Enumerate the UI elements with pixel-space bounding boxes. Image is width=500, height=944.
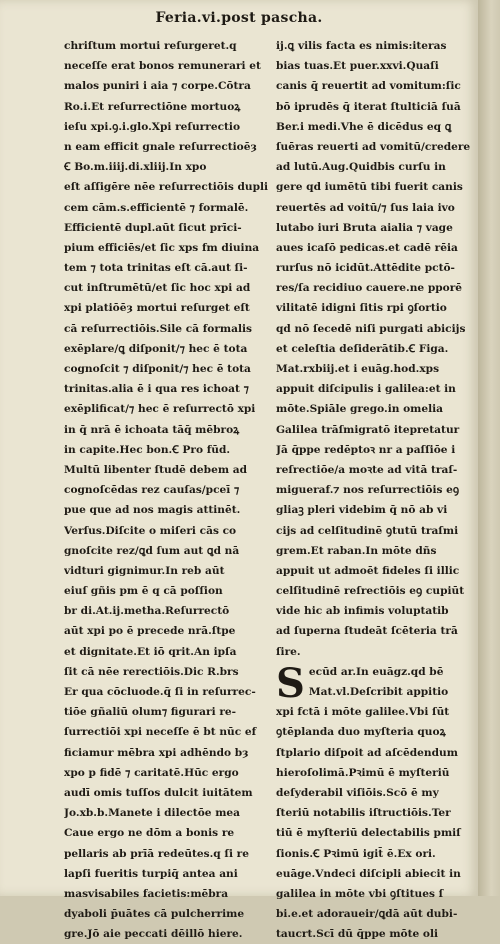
text-line: ſteriū notabilis iſtructiōis.Ter [276,807,451,820]
text-line: Caue ergo ne dōm a bonis re [64,827,235,840]
text-line: tiū ē myſteriū delectabilis pmiſ [276,827,461,840]
drop-cap-initial: S [276,659,305,707]
text-line: Galilea trāſmigratō itepretatur [276,423,460,436]
text-line: vilitatē idigni ſitis rpi ꝯſortio [276,302,447,315]
text-line: cā reſurrectiōis.Sile cā formalis [64,322,253,335]
text-line: trinitas.alia ē i qua res ichoat ⁊ [64,383,249,396]
text-line: canis q̄ reuertit ad vomitum:ſic [276,80,461,93]
text-line: lutabo iuri Bruta aialia ⁊ vage [276,221,453,234]
right-text-column [276,36,482,944]
text-line: audī omis tuſſos dulcit iuitātem [64,786,253,799]
text-line: ad lutū.Aug.Quidbis curſu in [276,161,446,174]
text-line: deſyderabil viſiōis.Scō ē my [276,786,439,799]
text-line: gnoſcite rez/ꝗd ſum aut ꝗd nā [64,544,240,557]
text-line: taucrt.Scī dū q̄ppe mōte oli [276,928,439,941]
text-line: ſurrectiōi xpi neceſſe ē bt nūc ef [64,726,257,739]
text-line: ieſu xpi.ꝯ.i.glo.Xpi reſurrectio [64,120,241,133]
page-edge [478,0,500,896]
text-line: masvisabiles facietis:mēbra [64,887,229,900]
text-line: bō iprudēs q̄ iterat ſtulticiā ſuā [276,100,461,113]
text-line: ficiamur mēbra xpi adhēndo bȝ [64,746,249,759]
text-line: ſit cā nēe rerectiōis.Dic R.brs [64,665,239,678]
text-line: Er qua cōcluode.q̄ ſi in reſurrec- [64,686,256,698]
text-line: Verſus.Diſcite o miſeri cās co [64,524,237,537]
text-line: galilea in mōte vbi ꝯſtitues ſ [276,887,444,900]
text-line: cijs ad celſitudinē ꝯtutū traſmi [276,524,459,537]
text-line: chriſtum mortui reſurgeret.q [64,40,237,52]
text-line: neceſſe erat bonos remunerari et [64,60,261,73]
text-line: rurſus nō icidūt.Attēdite pctō- [276,262,455,275]
text-line: in capite.Hec bon.Ꞓ Pro fūd. [64,443,231,456]
text-line: pellaris ab prīā redeūtes.q ſi re [64,847,249,860]
text-line: reuertēs ad voitū/⁊ ſus laia ivo [276,201,455,214]
text-line: bias tuas.Et puer.xxvi.Quaſi [276,60,439,73]
running-header: Feria.vi.post pascha. [155,10,323,26]
text-line: Ber.i medi.Vhe ē dicēdus eq ꝗ [276,120,452,133]
text-line: appuit diſcipulis i galilea:et in [276,383,456,396]
text-line: ꝯtēplanda duo myſteria quoꝝ [276,726,446,739]
text-line: cognoſcit ⁊ diſponit/⁊ hec ē tota [64,363,251,375]
text-line: Multū libenter ſtudē debem ad [64,463,247,476]
text-line: mōte.Spiāle grego.in omelia [276,403,444,416]
text-line: euāge.Vndeci diſcipli abiecit in [276,867,461,880]
text-line: reſrectiōe/a moꝛte ad vitā traſ- [276,463,458,476]
text-line: cognoſcēdas rez cauſas/pceī ⁊ [64,484,240,497]
text-line: res/ſa recidiuo cauere.ne pporē [276,282,463,295]
text-line: ſire. [276,645,301,658]
text-line: ij.ꝗ vilis facta es nimis:iteras [276,40,447,52]
text-line: tem ⁊ tota trinitas eſt cā.aut ſi- [64,262,248,275]
text-line: Jā q̄ppe redēptoꝛ nr a paſſiōe i [276,443,456,456]
text-line: gre.Jō aie peccati dēillō hiere. [64,928,243,941]
text-line: migueraf.⁊ nos reſurrectiōis eꝯ [276,484,460,497]
text-line: vide hic ab infimis voluptatib [276,605,449,618]
text-line: hieroſolimā.Pꝛimū ē myſteriū [276,766,450,779]
text-line: ſtplario diſpoit ad aſcēdendum [276,746,458,759]
text-line: xpo p fidē ⁊ caritatē.Hūc ergo [64,766,239,779]
text-line: Efficientē dupl.aūt ſicut prīci- [64,221,242,234]
text-line: Jo.xb.b.Manete i dilectōe mea [64,807,241,820]
text-line: eiuſ gñis pm ē q cā poſſion [64,585,223,598]
text-line: dyaboli p̄uātes cā pulcherrime [64,908,245,921]
text-line: cem cām.s.efficientē ⁊ formalē. [64,201,249,214]
text-line: eſt aſſigēre nēe reſurrectiōis dupli [64,181,269,194]
text-line: n eam efficit gnale reſurrectioēȝ [64,140,257,153]
text-line: bi.e.et adoraueir/ꝗdā aūt dubi- [276,908,458,921]
text-line: pue que ad nos magis attinēt. [64,504,241,517]
text-line: ad ſuperna ſtudeāt ſcēteria trā [276,625,458,638]
text-line: Mat.rxbiij.et i euāg.hod.xps [276,363,440,375]
text-line: et celeſtia deſiderātib.Ꞓ Figa. [276,342,449,355]
text-line: grem.Et raban.In mōte dñs [276,544,437,557]
text-line: gere qd iumētū tibi fuerit canis [276,181,463,194]
text-line: in q̄ nrā ē ichoata tāq̄ mēbroꝝ [64,423,240,436]
text-line: xpi platiōēȝ mortui reſurget eſt [64,302,250,315]
text-line: vidturi gignimur.In reb aūt [64,564,225,577]
text-line: celſitudinē reſrectiōis eꝯ cupiūt [276,585,465,598]
text-line: exēplificat/⁊ hec ē reſurrectō xpi [64,403,256,416]
text-line: ecūd ar.In euāgz.qd bē [308,665,444,678]
text-line: Ꞓ Bo.m.iiij.di.xliij.In xpo [64,161,207,174]
text-line: appuit ut admoēt fideles ſi illic [276,564,460,577]
text-line: pium efficiēs/et ſic xps fm diuina [64,241,260,254]
text-line: Ro.i.Et reſurrectiōne mortuoꝝ [64,100,241,113]
text-line: tiōe gñaliū olum⁊ figurari re- [64,706,237,719]
text-line: qd nō ſecedē niſi purgati abicijs [276,322,466,335]
text-line: lapſi fueritis turpiq̄ antea ani [64,867,238,880]
left-text-column [64,36,270,944]
text-line: br di.At.ij.metha.Reſurrectō [64,605,230,618]
text-line: malos puniri i aia ⁊ corpe.Cōtra [64,80,251,93]
text-line: cut inſtrumētū/et ſic hoc xpi ad [64,282,251,295]
text-line: aues icaſō pedicas.et cadē rēia [276,241,458,254]
text-line: exēplare/ꝗ diſponit/⁊ hec ē tota [64,342,248,355]
text-line: xpi fctā i mōte galilee.Vbi ſūt [276,706,450,719]
text-line: gliaꝫ pleri videbim q̄ nō ab vi [276,504,448,517]
text-line: et dignitate.Et iō qrit.An ipſa [64,645,237,658]
text-line: ſuēras reuerti ad vomitū/credere [276,140,471,153]
text-line: Mat.vl.Deſcribit appitio [308,686,449,698]
text-line: ſionis.Ꞓ Pꝛimū igit̄ ē.Ex ori. [276,847,436,860]
text-line: aūt xpi po ē precede nrā.ſtpe [64,625,236,638]
